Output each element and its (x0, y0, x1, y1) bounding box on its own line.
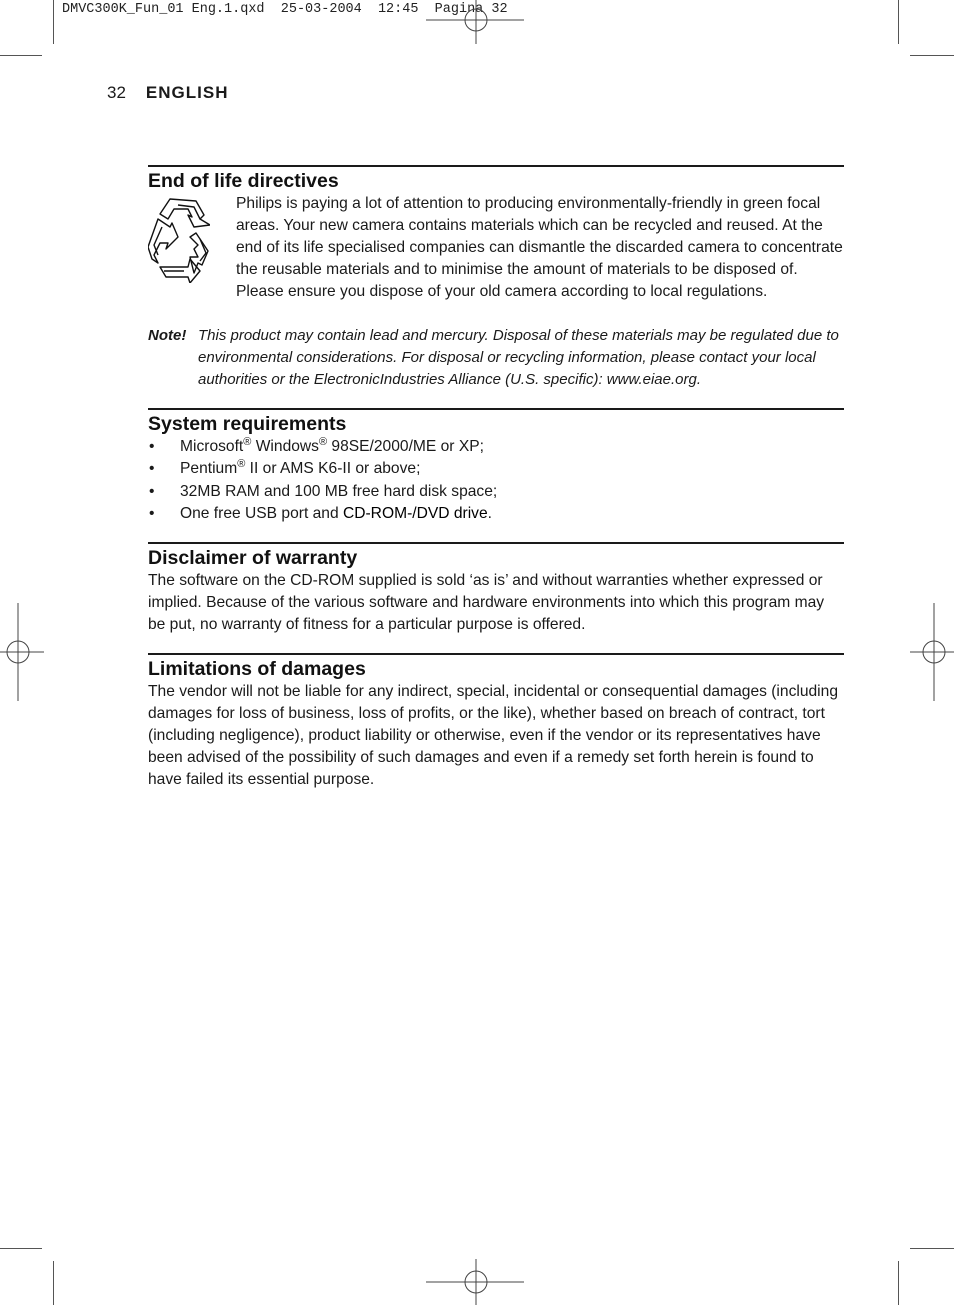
note-block (148, 325, 844, 391)
crop-mark (53, 0, 54, 44)
section-title: Limitations of damages (148, 658, 366, 681)
list-item: • One free USB port and CD-ROM-/DVD drive. (148, 503, 844, 525)
section-title: Disclaimer of warranty (148, 547, 358, 570)
note-label: Note! (148, 327, 187, 344)
section-disclaimer (148, 542, 844, 636)
crop-mark (910, 1248, 954, 1249)
limitations-text: The vendor will not be liable for any indirect, special, incidental or consequential damages (including damages for loss of business, loss of profits, or the like), whether based on breach of contract, tort (including negligence), product liability or otherwise, even if the vendor or its representatives have been advised of the possibility of such damages and even if a remedy set forth herein is found to have failed its essential purpose. (148, 683, 838, 789)
registration-mark-icon (0, 603, 44, 701)
crop-mark (910, 55, 954, 56)
language-label: ENGLISH (145, 83, 229, 102)
list-item: • 32MB RAM and 100 MB free hard disk space; (148, 481, 844, 503)
note-text: This product may contain lead and mercury. Disposal of these materials may be regulated due to environmental considerations. For disposal or recycling information, please contact your local authorities or the ElectronicIndustries Alliance (U.S. specific): www.eiae.org. (198, 327, 839, 388)
list-item: • Pentium® II or AMS K6-II or above; (148, 458, 844, 480)
crop-mark (898, 0, 899, 44)
section-title: End of life directives (148, 170, 339, 192)
crop-mark (0, 55, 42, 56)
page-header (107, 83, 228, 103)
crop-mark (53, 1261, 54, 1305)
list-item: • Microsoft® Windows® 98SE/2000/ME or XP; (148, 436, 844, 458)
section-title: System requirements (148, 413, 347, 435)
section-limitations (148, 653, 844, 791)
recycle-icon (148, 193, 236, 303)
registration-mark-icon (910, 603, 954, 701)
page-content (148, 165, 844, 791)
print-slug: DMVC300K_Fun_01 Eng.1.qxd 25-03-2004 12:45 Pagina 32 (62, 2, 508, 17)
eol-paragraph: Philips is paying a lot of attention to producing environmentally-friendly in green focal areas. Your new camera contains materials which can be recycled and reused. At the end of its life specialised companies can dismantle the discarded camera to concentrate the reusable materials and to minimise the amount of materials to be disposed of. (236, 195, 843, 278)
crop-mark (0, 1248, 42, 1249)
eol-paragraph-dispose: Please ensure you dispose of your old camera according to local regulations. (236, 283, 768, 300)
section-system-requirements (148, 408, 844, 525)
registration-mark-icon (426, 1259, 526, 1305)
registration-mark-icon (426, 0, 526, 46)
requirements-list (148, 436, 844, 525)
section-end-of-life (148, 165, 844, 391)
disclaimer-text: The software on the CD-ROM supplied is sold ‘as is’ and without warranties whether expressed or implied. Because of the various software and hardware environments into which this program may be put, no warranty of fitness for a particular purpose is offered. (148, 572, 825, 634)
page-number: 32 (107, 83, 126, 102)
crop-mark (898, 1261, 899, 1305)
